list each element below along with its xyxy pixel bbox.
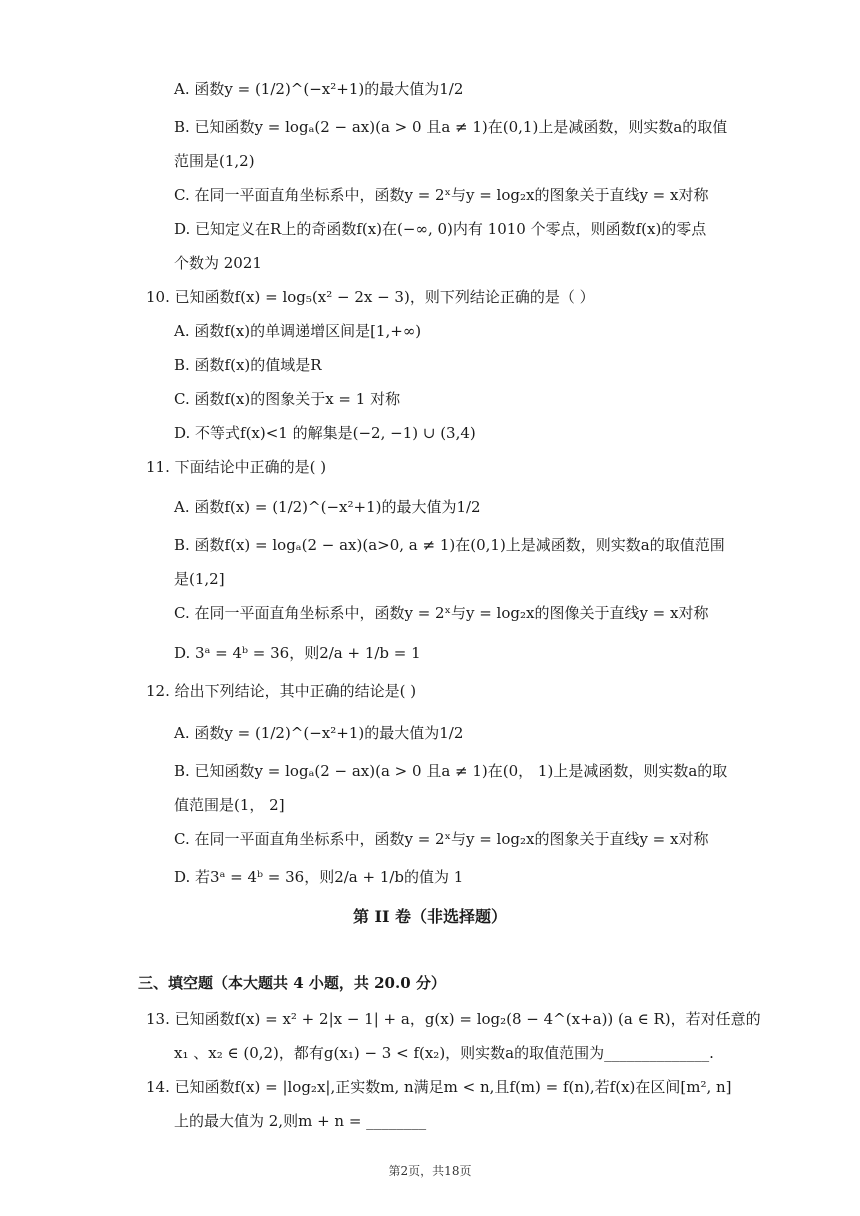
q10-stem: 10. 已知函数f(x) = log₅(x² − 2x − 3)，则下列结论正确的是（ ） (146, 288, 595, 306)
q12-option-b: B. 已知函数y = logₐ(2 − ax)(a > 0 且a ≠ 1)在(0， 1)上是减函数，则实数a的取 (174, 762, 728, 780)
q9-option-c: C. 在同一平面直角坐标系中，函数y = 2ˣ与y = log₂x的图象关于直线y = x对称 (174, 186, 709, 204)
q10-option-a: A. 函数f(x)的单调递增区间是[1,+∞) (174, 322, 422, 340)
q13-line-1: 13. 已知函数f(x) = x² + 2|x − 1| + a，g(x) = log₂(8 − 4^(x+a)) (a ∈ R)，若对任意的 (146, 1010, 761, 1028)
q9-option-b: B. 已知函数y = logₐ(2 − ax)(a > 0 且a ≠ 1)在(0,1)上是减函数，则实数a的取值 (174, 118, 728, 136)
q9-option-d-cont: 个数为 2021 (174, 254, 262, 272)
part-two-title: 第 II 卷（非选择题） (352, 907, 508, 926)
q9-option-b-cont: 范围是(1,2) (174, 152, 255, 170)
q14-line-2: 上的最大值为 2,则m + n = ________ (174, 1112, 427, 1130)
q11-stem: 11. 下面结论中正确的是( ) (146, 458, 327, 476)
q13-line-2: x₁ 、x₂ ∈ (0,2)，都有g(x₁) − 3 < f(x₂)，则实数a的取值范围为______________. (174, 1044, 714, 1062)
q14-line-1: 14. 已知函数f(x) = |log₂x|,正实数m, n满足m < n,且f(m) = f(n),若f(x)在区间[m², n] (146, 1078, 732, 1096)
q9-option-a: A. 函数y = (1/2)^(−x²+1)的最大值为1/2 (174, 80, 464, 98)
q12-option-d: D. 若3ᵃ = 4ᵇ = 36，则2/a + 1/b的值为 1 (174, 868, 464, 886)
q11-option-c: C. 在同一平面直角坐标系中，函数y = 2ˣ与y = log₂x的图像关于直线y = x对称 (174, 604, 709, 622)
q11-option-a: A. 函数f(x) = (1/2)^(−x²+1)的最大值为1/2 (174, 498, 481, 516)
q10-option-d: D. 不等式f(x)<1 的解集是(−2, −1) ∪ (3,4) (174, 424, 476, 442)
q11-option-b: B. 函数f(x) = logₐ(2 − ax)(a>0, a ≠ 1)在(0,1)上是减函数，则实数a的取值范围 (174, 536, 725, 554)
q11-option-d: D. 3ᵃ = 4ᵇ = 36，则2/a + 1/b = 1 (174, 644, 421, 662)
q11-option-b-cont: 是(1,2] (174, 570, 225, 588)
section-three-heading: 三、填空题（本大题共 4 小题，共 20.0 分） (138, 974, 446, 992)
q10-option-b: B. 函数f(x)的值域是R (174, 356, 322, 374)
q9-option-d: D. 已知定义在R上的奇函数f(x)在(−∞, 0)内有 1010 个零点，则函数f(x)的零点 (174, 220, 707, 238)
page-footer: 第2页，共18页 (388, 1164, 472, 1178)
q12-option-b-cont: 值范围是(1， 2] (174, 796, 285, 814)
q10-option-c: C. 函数f(x)的图象关于x = 1 对称 (174, 390, 401, 408)
q12-option-a: A. 函数y = (1/2)^(−x²+1)的最大值为1/2 (174, 724, 464, 742)
q12-stem: 12. 给出下列结论，其中正确的结论是( ) (146, 682, 417, 700)
q12-option-c: C. 在同一平面直角坐标系中，函数y = 2ˣ与y = log₂x的图象关于直线y = x对称 (174, 830, 709, 848)
